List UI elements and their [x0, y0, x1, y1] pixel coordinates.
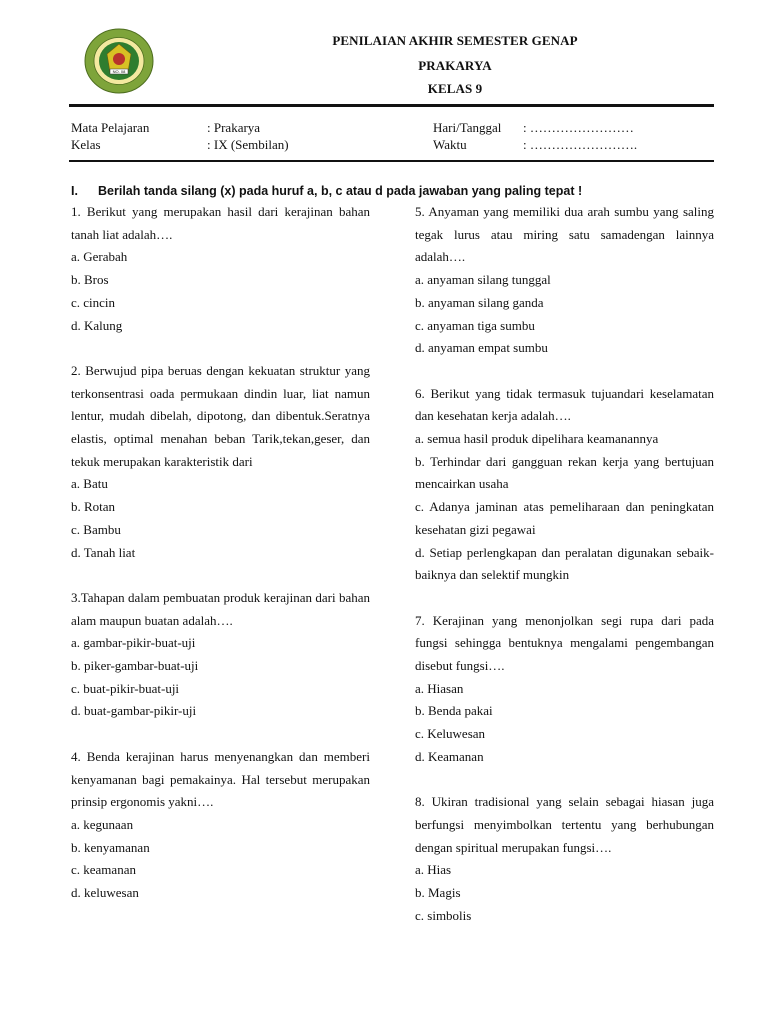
question-block [71, 746, 370, 905]
answer-option[interactable]: c. cincin [71, 294, 116, 310]
question-stem: 1. Berikut yang merupakan hasil dari kerajinan bahan tanah liat adalah…. [71, 204, 370, 242]
answer-option[interactable]: a. anyaman silang tunggal [415, 272, 551, 288]
subject-label: Mata Pelajaran [71, 120, 150, 135]
day-value: : …………………… [523, 120, 634, 135]
question-stem: 2. Berwujud pipa beruas dengan kekuatan struktur yang terkonsentrasi oada permukaan dindin luar, liat namun lentur, mudah dibelah, dipotong, dan dibentuk.Seratnya elastis, optimal menahan beban Tarik,tekan,geser, dan tekuk merupakan karakteristik dari [71, 362, 370, 469]
question-stem: 7. Kerajinan yang menonjolkan segi rupa dari pada fungsi sehingga bentuknya mengalami pengembangan disebut fungsi…. [415, 612, 714, 674]
section-instruction [71, 184, 582, 198]
answer-option[interactable]: c. Bambu [71, 521, 121, 537]
answer-option[interactable]: b. Benda pakai [415, 703, 493, 719]
answer-option[interactable]: b. Bros [71, 272, 109, 288]
answer-option[interactable]: d. anyaman empat sumbu [415, 340, 548, 356]
section-number: I. [71, 184, 78, 198]
answer-option[interactable]: d. keluwesan [71, 885, 139, 901]
school-logo-icon [84, 28, 154, 94]
exam-title: PENILAIAN AKHIR SEMESTER GENAP [332, 33, 578, 48]
question-block [415, 383, 714, 587]
question-block [71, 360, 370, 564]
info-divider [69, 160, 714, 162]
answer-option[interactable]: b. Magis [415, 885, 461, 901]
question-stem: 6. Berikut yang tidak termasuk tujuandari keselamatan dan kesehatan kerja adalah…. [415, 385, 714, 424]
class-label: Kelas [71, 137, 101, 152]
answer-option[interactable]: a. Gerabah [71, 249, 128, 265]
answer-option[interactable]: a. Batu [71, 476, 108, 492]
answer-option[interactable]: d. Kalung [71, 317, 123, 333]
day-label: Hari/Tanggal [433, 120, 502, 135]
answer-option[interactable]: b. Terhindar dari gangguan rekan kerja yang bertujuan mencairkan usaha [415, 453, 714, 492]
answer-option[interactable]: c. Adanya jaminan atas pemeliharaan dan peningkatan kesehatan gizi pegawai [415, 499, 714, 537]
answer-option[interactable]: d. Setiap perlengkapan dan peralatan digunakan sebaik-baiknya dan selektif mungkin [415, 544, 714, 583]
question-block [415, 201, 714, 360]
answer-option[interactable]: c. buat-pikir-buat-uji [71, 680, 180, 696]
grade-title: KELAS 9 [427, 81, 483, 96]
answer-option[interactable]: b. Rotan [71, 499, 116, 515]
question-stem: 3.Tahapan dalam pembuatan produk kerajinan dari bahan alam maupun buatan adalah…. [71, 589, 370, 628]
subject-value: : Prakarya [207, 120, 261, 135]
question-stem: 8. Ukiran tradisional yang selain sebagai hiasan juga berfungsi menyimbolkan tertentu yang berhubungan dengan spiritual merupakan fungsi…. [415, 794, 714, 855]
answer-option[interactable]: b. piker-gambar-buat-uji [71, 658, 199, 674]
question-block [415, 791, 714, 927]
question-stem: 5. Anyaman yang memiliki dua arah sumbu yang saling tegak lurus atau miring satu samadengan lainnya adalah…. [415, 204, 714, 265]
time-label: Waktu [433, 137, 467, 152]
answer-option[interactable]: a. Hias [415, 862, 452, 878]
question-block [71, 587, 370, 723]
header-divider [69, 104, 714, 107]
answer-option[interactable]: b. kenyamanan [71, 839, 150, 855]
question-block [71, 201, 370, 337]
answer-option[interactable]: c. keamanan [71, 862, 136, 878]
question-stem: 4. Benda kerajinan harus menyenangkan dan memberi kenyamanan bagi pemakainya. Hal tersebut merupakan prinsip ergonomis yakni…. [71, 748, 370, 810]
answer-option[interactable]: c. simbolis [415, 907, 472, 923]
question-block [415, 610, 714, 769]
right-question-column [415, 201, 714, 927]
answer-option[interactable]: d. buat-gambar-pikir-uji [71, 703, 197, 719]
instruction-text: Berilah tanda silang (x) pada huruf a, b, c atau d pada jawaban yang paling tepat ! [98, 184, 583, 198]
time-value: : ……………………. [523, 137, 638, 152]
answer-option[interactable]: c. Keluwesan [415, 726, 486, 742]
left-question-column [71, 201, 370, 905]
logo-number-text: NO. 08 [112, 69, 126, 75]
answer-option[interactable]: a. gambar-pikir-buat-uji [71, 635, 196, 651]
answer-option[interactable]: d. Tanah liat [71, 544, 136, 560]
answer-option[interactable]: b. anyaman silang ganda [415, 294, 544, 310]
answer-option[interactable]: a. Hiasan [415, 680, 464, 696]
answer-option[interactable]: d. Keamanan [415, 748, 484, 764]
answer-option[interactable]: a. semua hasil produk dipelihara keamanannya [415, 431, 659, 447]
answer-option[interactable]: c. anyaman tiga sumbu [415, 317, 535, 333]
class-value: : IX (Sembilan) [207, 137, 289, 152]
subject-title: PRAKARYA [418, 58, 492, 73]
answer-option[interactable]: a. kegunaan [71, 816, 134, 832]
